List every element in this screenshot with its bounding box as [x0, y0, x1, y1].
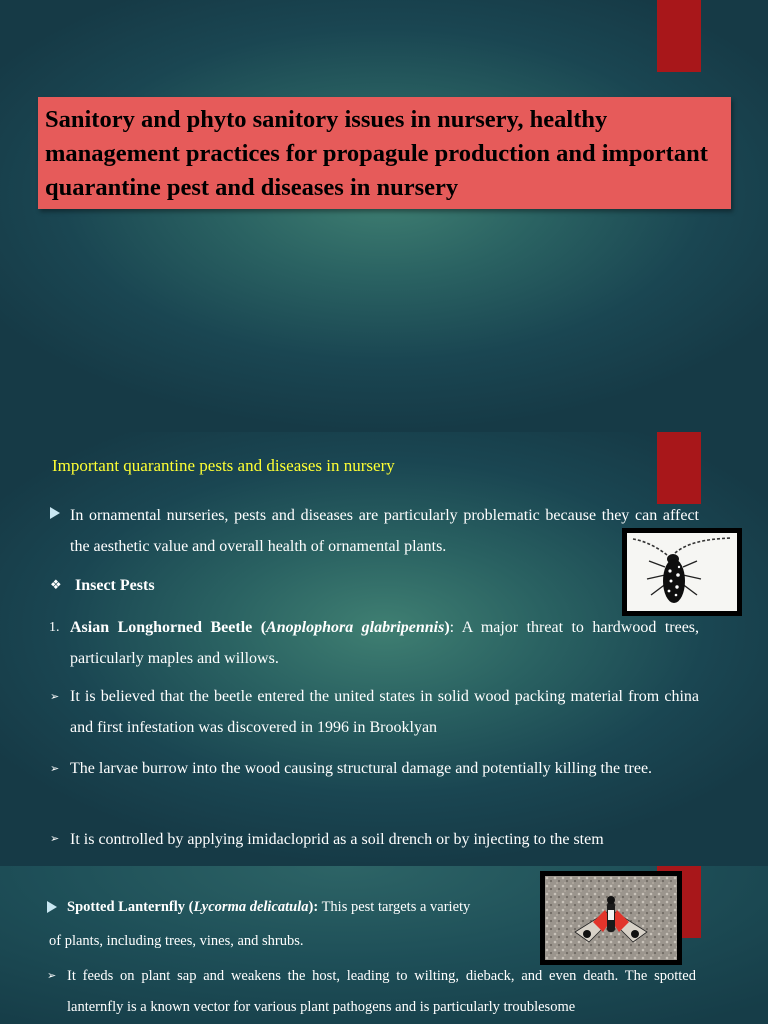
slide-subheading: Important quarantine pests and diseases in nursery	[52, 456, 395, 475]
point-1: It is believed that the beetle entered the united states in solid wood packing material from china and first infestation was discovered in 1996 in Brooklyan	[70, 688, 699, 736]
lanternfly-point-1: It feeds on plant sap and weakens the host, leading to wilting, dieback, and even death. The spotted lanternfly is a known vector for various plant pathogens and is particularly troublesome	[67, 968, 696, 1015]
arrowhead-bullet-icon: ➢	[47, 970, 57, 982]
intro-paragraph: In ornamental nurseries, pests and diseases are particularly problematic because they can affect the aesthetic value and overall health of ornamental plants.	[70, 507, 699, 555]
title-box	[38, 97, 731, 209]
point-3: It is controlled by applying imidacloprid as a soil drench or by injecting to the stem	[70, 831, 604, 848]
beetle-photo	[622, 528, 742, 616]
pest-name-close: ):	[308, 899, 319, 915]
arrowhead-bullet-icon: ➢	[50, 691, 60, 703]
lanternfly-photo	[540, 871, 682, 965]
diamond-bullet-icon: ❖	[50, 577, 62, 592]
intro-paragraph-line1	[70, 500, 699, 562]
spotted-lanternfly-image	[545, 876, 677, 960]
slide-title	[0, 0, 768, 432]
arrowhead-bullet-icon: ➢	[50, 763, 60, 775]
pest-name: Asian Longhorned Beetle (	[70, 619, 267, 636]
pest-scientific-name: Lycorma delicatula	[193, 899, 309, 915]
asian-longhorned-beetle-image	[627, 533, 737, 611]
lanternfly-item	[67, 892, 537, 923]
section-title: Insect Pests	[75, 577, 155, 594]
red-accent-bar	[657, 432, 701, 504]
triangle-bullet-icon	[50, 507, 60, 519]
pest-description-line1: This pest targets a variety	[318, 899, 471, 915]
pest-name-close: )	[444, 619, 450, 636]
triangle-bullet-icon	[47, 901, 57, 913]
beetle-item	[70, 612, 699, 674]
list-number: 1.	[49, 620, 60, 635]
pest-description: : A major threat to hardwood trees, particularly maples and willows.	[70, 619, 700, 667]
slide-spotted-lanternfly	[0, 866, 768, 1024]
point-2: The larvae burrow into the wood causing structural damage and potentially killing the tree.	[70, 760, 653, 777]
slide-quarantine-pests	[0, 432, 768, 866]
pest-scientific-name: Anoplophora glabripennis	[266, 619, 445, 636]
red-accent-bar	[657, 0, 701, 72]
pest-description-line2: of plants, including trees, vines, and shrubs.	[49, 933, 304, 949]
pest-name: Spotted Lanternfly (	[67, 899, 194, 915]
slide-title-text: Sanitory and phyto sanitory issues in nursery, healthy management practices for propagule production and important quarantine pest and diseases in nursery	[45, 106, 708, 201]
arrowhead-bullet-icon: ➢	[50, 833, 60, 845]
